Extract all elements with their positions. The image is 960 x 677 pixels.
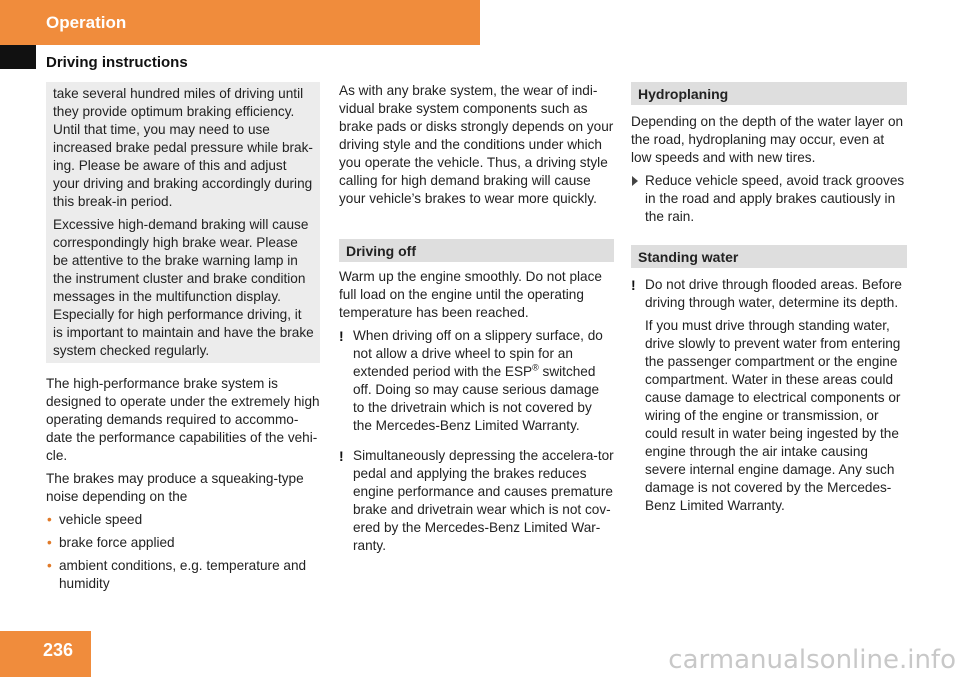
- column-1: [46, 82, 320, 598]
- bullet-item: [46, 534, 320, 552]
- warning-flooded-areas: [631, 276, 907, 312]
- heading-standing-water: Standing water: [631, 245, 907, 268]
- warning-icon: !: [631, 277, 636, 293]
- note-paragraph-2: Excessive high-demand braking will cause correspondingly high brake wear. Please be attentive to the brake warning lamp in the instrument cluster and brake condition messages in the multifunction display. Especially for high performance driving, it is important to maintain and have the brake system checked regularly.: [53, 217, 314, 358]
- note-paragraph-1: take several hundred miles of driving until they provide optimum braking efficiency. Until that time, you may need to use increased brake pedal pressure while brak-ing. Please be aware of this and adjust your driving and braking accordingly during this break-in period.: [53, 86, 313, 209]
- warning-text: Do not drive through flooded areas. Before driving through water, determine its depth.: [645, 277, 902, 310]
- black-tab: [0, 45, 36, 69]
- warning-text: Simultaneously depressing the accelera-tor pedal and applying the brakes reduces engine performance and causes premature brake and drivetrain wear which is not cov-ered by the Mercedes-Benz Limited War-ranty.: [353, 448, 614, 553]
- warning-icon: !: [339, 328, 344, 344]
- bullet-item: [46, 511, 320, 529]
- section-title: Operation: [46, 13, 127, 32]
- warning-text-a: When driving off on a slippery surface, do not allow a drive wheel to spin for an extended period with the ESP: [353, 328, 603, 379]
- heading-hydroplaning: Hydroplaning: [631, 82, 907, 105]
- paragraph-brake-wear: As with any brake system, the wear of indi-vidual brake system components such as brake pads or disks strongly depends on your driving style and the conditions under which you operate the vehicle. Thus, a driving style calling for high demand braking will cause your vehicle’s brakes to wear more quickly.: [339, 83, 614, 206]
- warning-continuation: If you must drive through standing water, drive slowly to prevent water from entering the passenger compartment or the engine compartment. Water in these areas could cause damage to electrical components or wiring of the engine or transmission, or could result in water being ingested by the engine through the air intake causing severe internal engine damage. Any such damage is not covered by the Mercedes-Benz Limited Warranty.: [645, 318, 901, 513]
- paragraph-warm-up: Warm up the engine smoothly. Do not place full load on the engine until the operating temperature has been reached.: [339, 269, 602, 320]
- warning-slippery-surface: [339, 327, 614, 435]
- warning-text-b: switched off. Doing so may cause serious damage to the drivetrain which is not covered by the Mercedes-Benz Limited Warranty.: [353, 364, 600, 433]
- column-2: [339, 82, 614, 560]
- heading-driving-off: Driving off: [339, 239, 614, 262]
- note-box: [46, 82, 320, 363]
- warning-accelerator-brake: [339, 447, 614, 555]
- instruction-text: Reduce vehicle speed, avoid track grooves in the road and apply brakes cautiously in the rain.: [645, 173, 905, 224]
- bullet-icon: •: [47, 558, 52, 573]
- arrow-icon: [632, 176, 638, 186]
- paragraph-hydroplaning: Depending on the depth of the water layer on the road, hydroplaning may occur, even at low speeds and with new tires.: [631, 114, 904, 165]
- bullet-text: brake force applied: [59, 535, 175, 550]
- page-number: 236: [43, 640, 74, 660]
- bullet-text: vehicle speed: [59, 512, 143, 527]
- instruction-item: [631, 172, 907, 226]
- warning-icon: !: [339, 448, 344, 464]
- column-3: [631, 82, 907, 520]
- bullet-icon: •: [47, 512, 52, 527]
- registered-mark: ®: [532, 362, 539, 373]
- bullet-item: [46, 557, 320, 593]
- subsection-title: Driving instructions: [46, 54, 188, 71]
- bullet-icon: •: [47, 535, 52, 550]
- watermark: carmanualsonline.info: [668, 645, 956, 675]
- paragraph-brake-system: The high-performance brake system is designed to operate under the extremely high operating demands required to accommo-date the performance capabilities of the vehi-cle.: [46, 376, 320, 463]
- paragraph-squeak-noise: The brakes may produce a squeaking-type noise depending on the: [46, 471, 304, 504]
- bullet-text: ambient conditions, e.g. temperature and humidity: [59, 558, 307, 591]
